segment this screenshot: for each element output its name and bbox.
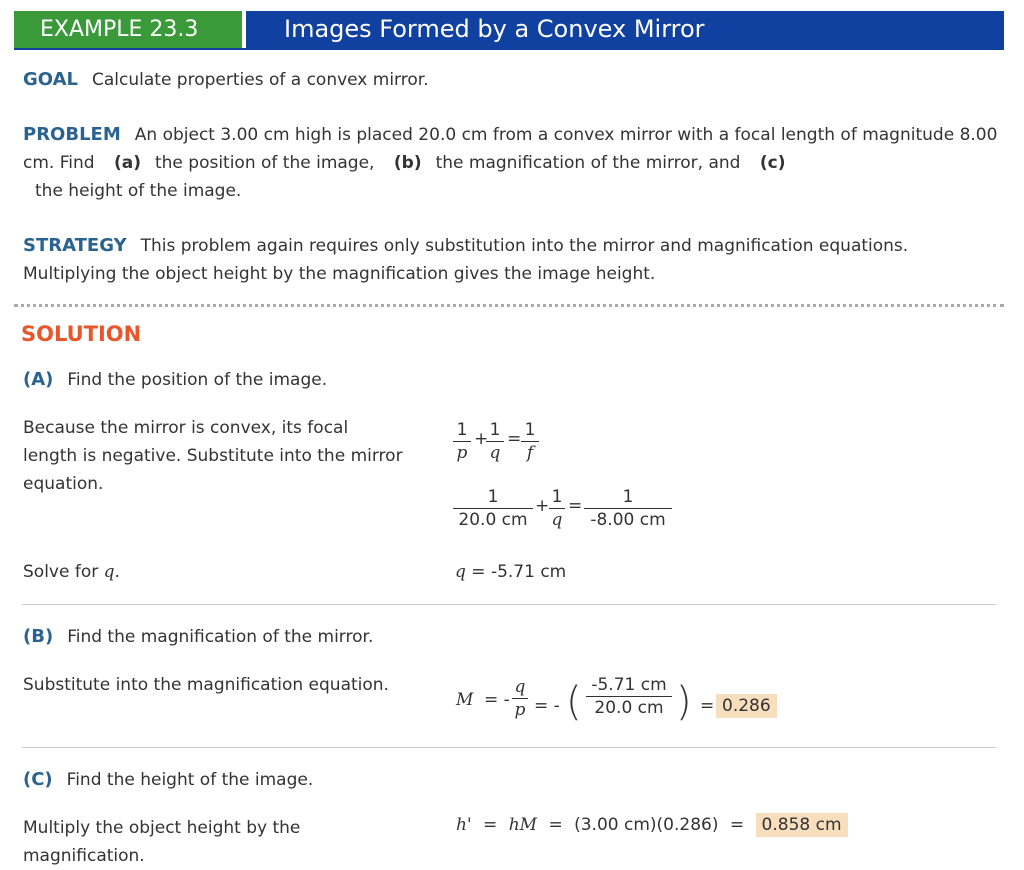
example-title: Images Formed by a Convex Mirror xyxy=(246,11,1004,48)
problem-section xyxy=(23,121,1003,205)
strategy-text: This problem again requires only substitution into the mirror and magnification equations. Multiplying the object height by the magnification gives the image height. xyxy=(23,236,909,284)
solution-heading: SOLUTION xyxy=(21,322,142,346)
image-height-answer: 0.858 cm xyxy=(756,813,848,837)
part-b-title: Find the magnification of the mirror. xyxy=(67,627,374,647)
problem-part-b-text: the magnification of the mirror, and xyxy=(435,153,741,173)
part-a-step2: Solve for q. xyxy=(23,562,120,582)
problem-part-a-label: (a) xyxy=(113,153,141,173)
goal-section xyxy=(23,66,1003,94)
magnification-answer: 0.286 xyxy=(716,694,777,718)
image-height-equation: h' = hM = (3.00 cm)(0.286) = 0.858 cm xyxy=(456,815,848,835)
problem-part-c-label: (c) xyxy=(759,153,786,173)
problem-part-a-text: the position of the image, xyxy=(154,153,375,173)
part-b-label: (B) xyxy=(23,626,54,647)
section-divider xyxy=(14,304,1004,307)
part-divider-a xyxy=(22,604,996,605)
goal-label: GOAL xyxy=(23,69,78,90)
strategy-label: STRATEGY xyxy=(23,235,127,256)
header-underline xyxy=(14,48,1004,50)
mirror-equation-substituted: $\frac{1}{20.0 cm}$ + $\frac{1}{q}$ = $\frac{1}{-8.00 cm}$ xyxy=(453,486,693,536)
part-c-step: Multiply the object height by the magnification. xyxy=(23,818,301,866)
example-header xyxy=(14,11,1004,48)
example-number: EXAMPLE 23.3 xyxy=(14,11,242,48)
strategy-section xyxy=(23,232,1003,288)
problem-part-c-text: the height of the image. xyxy=(35,181,242,201)
part-b-heading xyxy=(23,626,373,647)
magnification-equation: M = - $\frac{q}{p}$ = - ( $\frac{-5.71 cm}{20.0 cm}$ ) = 0.286 xyxy=(456,674,786,730)
part-b-step: Substitute into the magnification equation. xyxy=(23,675,389,695)
part-a-heading xyxy=(23,369,327,390)
part-c-heading xyxy=(23,769,313,790)
problem-part-b-label: (b) xyxy=(393,153,422,173)
part-c-title: Find the height of the image. xyxy=(66,770,314,790)
part-c-label: (C) xyxy=(23,769,53,790)
goal-text: Calculate properties of a convex mirror. xyxy=(92,70,429,90)
q-result: q = -5.71 cm xyxy=(455,562,567,582)
problem-label: PROBLEM xyxy=(23,124,121,145)
part-divider-b xyxy=(22,747,996,748)
part-a-title: Find the position of the image. xyxy=(67,370,328,390)
mirror-equation: $\frac{1}{p}$ + $\frac{1}{q}$ = $\frac{1}{f}$ xyxy=(453,419,553,469)
problem-text: An object 3.00 cm high is placed 20.0 cm from a convex mirror with a focal length of magnitude 8.00 cm. Find xyxy=(23,125,998,173)
part-a-step1: Because the mirror is convex, its focal length is negative. Substitute into the mirror equation. xyxy=(23,418,403,494)
part-a-label: (A) xyxy=(23,369,54,390)
